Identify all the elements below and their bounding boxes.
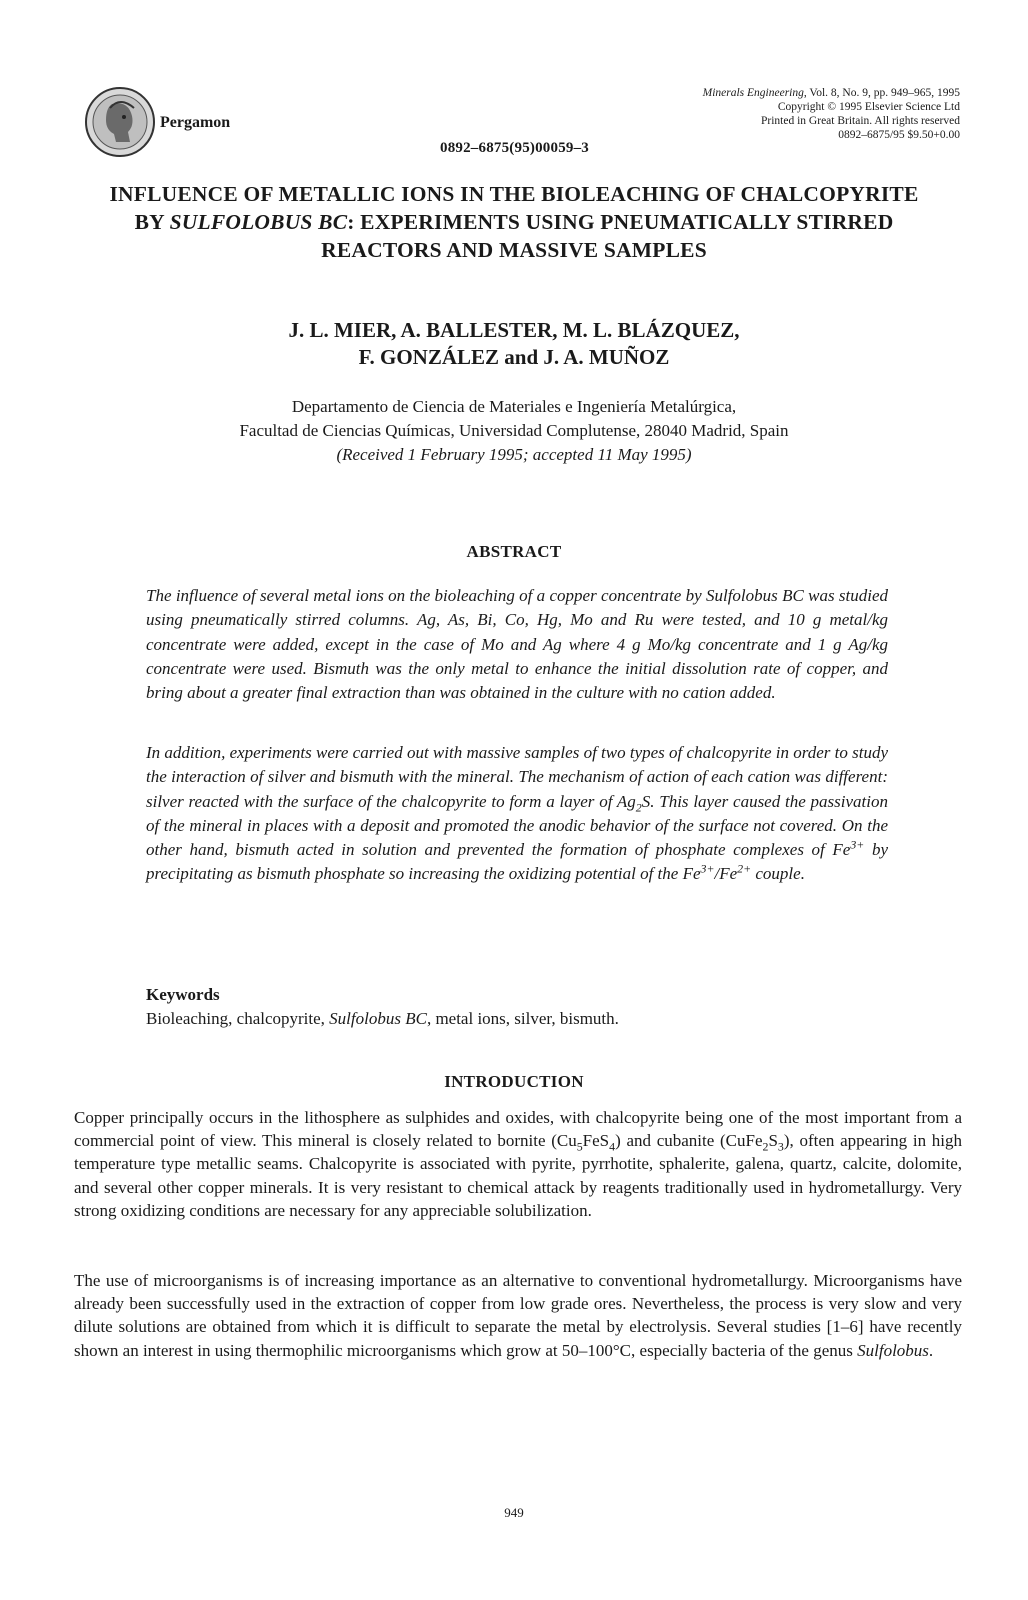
title-organism: SULFOLOBUS BC [169, 210, 348, 234]
introduction-paragraph-1 [74, 1106, 962, 1222]
journal-title: Minerals Engineering [702, 87, 804, 99]
intro-p1-text-a: Copper principally occurs in the lithosphere as sulphides and oxides, with chalcopyrite being one of the most important from a commercial point of view. This mineral is closely related to bornite (Cu [74, 1108, 962, 1151]
superscript: 3+ [850, 837, 865, 852]
copyright-line: Copyright © 1995 Elsevier Science Ltd [777, 101, 960, 113]
subscript: 2 [762, 1139, 769, 1154]
affiliation [100, 395, 928, 467]
publisher-logo [84, 86, 156, 158]
abstract-p2-text-d: /Fe [714, 864, 738, 884]
abstract-paragraph-2 [146, 741, 888, 887]
issn-price: 0892–6875/95 $9.50+0.00 [838, 129, 960, 141]
page-number: 949 [504, 1505, 524, 1520]
introduction-heading: INTRODUCTION [444, 1072, 584, 1091]
article-code: 0892–6875(95)00059–3 [440, 140, 589, 156]
abstract-paragraph-1: The influence of several metal ions on the bioleaching of a copper concentrate by Sulfolobus BC was studied using pneumatically stirred columns. Ag, As, Bi, Co, Hg, Mo and Ru were tested, and 10 g metal/kg concentrate were added, except in the case of Mo and Ag where 4 g Mo/kg concentrate and 1 g Ag/kg concentrate were used. Bismuth was the only metal to enhance the initial dissolution rate of copper, and bring about a greater final extraction than was obtained in the culture with no cation added. [146, 586, 888, 703]
affiliation-line-1: Departamento de Ciencia de Materiales e Ingeniería Metalúrgica, [291, 397, 737, 416]
keywords-organism: Sulfolobus BC [329, 1009, 427, 1028]
subscript: 2 [635, 799, 642, 814]
keywords-text-a: Bioleaching, chalcopyrite, [146, 1009, 330, 1028]
abstract-p2-text-b: S. This layer caused the passivation of the mineral in places with a deposit and promoted the anodic behavior of the surface not covered. On the other hand, bismuth acted in solution and prevented the formation of phosphate complexes of Fe [146, 791, 888, 860]
superscript: 2+ [737, 861, 752, 876]
affiliation-line-2: Facultad de Ciencias Químicas, Universidad Complutense, 28040 Madrid, Spain [239, 421, 789, 440]
printed-line: Printed in Great Britain. All rights reserved [761, 115, 960, 127]
abstract-p2-text-a: In addition, experiments were carried out with massive samples of two types of chalcopyrite in order to study the interaction of silver and bismuth with the mineral. The mechanism of action of each cation was different: silver reacted with the surface of the chalcopyrite to form a layer of Ag [146, 743, 888, 811]
intro-p1-text-d: S [768, 1131, 778, 1151]
author-list [100, 317, 928, 371]
journal-citation [703, 86, 960, 100]
intro-p2-text-a: The use of microorganisms is of increasing importance as an alternative to conventional hydrometallurgy. Microorganisms have already been successfully used in the extraction of copper from low grade ores. Nevertheless, the process is very slow and very dilute solutions are obtained from which it is difficult to separate the metal by electrolysis. Several studies [1–6] have recently shown an interest in using thermophilic microorganisms which grow at 50–100°C, especially bacteria of the genus [74, 1271, 962, 1360]
intro-p2-text-b: . [928, 1340, 934, 1360]
intro-p1-text-b: FeS [582, 1131, 610, 1151]
keywords-list [146, 1009, 619, 1029]
journal-info [703, 86, 960, 142]
abstract-heading: ABSTRACT [466, 542, 562, 561]
subscript: 3 [777, 1139, 784, 1154]
keywords-text-b: , metal ions, silver, bismuth. [426, 1009, 619, 1028]
authors-line-1: J. L. MIER, A. BALLESTER, M. L. BLÁZQUEZ, [288, 318, 740, 342]
title-part-2: : EXPERIMENTS USING PNEUMATICALLY STIRRED REACTORS AND MASSIVE SAMPLES [321, 210, 894, 262]
superscript: 3+ [700, 861, 715, 876]
intro-p1-text-e: ), often appearing in high temperature type metallic seams. Chalcopyrite is associated with pyrite, pyrrhotite, sphalerite, galena, quartz, calcite, dolomite, and several other copper minerals. It is very resistant to chemical attack by reagents traditionally used in hydrometallurgy. Very strong oxidizing conditions are necessary for any appreciable solubilization. [74, 1131, 962, 1220]
title-part-1: INFLUENCE OF METALLIC IONS IN THE BIOLEACHING OF CHALCOPYRITE BY [109, 182, 919, 234]
publisher-name: Pergamon [160, 114, 231, 131]
abstract-p2-text-e: couple. [751, 864, 805, 884]
abstract-p2-text-c: by precipitating as bismuth phosphate so increasing the oxidizing potential of the Fe [146, 840, 888, 884]
intro-p1-text-c: ) and cubanite (CuFe [615, 1131, 763, 1151]
keywords-heading: Keywords [146, 985, 220, 1004]
intro-p2-genus: Sulfolobus [857, 1340, 929, 1360]
subscript: 4 [609, 1139, 616, 1154]
journal-volume: , Vol. 8, No. 9, pp. 949–965, 1995 [803, 87, 960, 99]
introduction-paragraph-2 [74, 1269, 962, 1362]
article-title [100, 180, 928, 264]
received-dates: (Received 1 February 1995; accepted 11 May 1995) [336, 445, 692, 464]
subscript: 5 [576, 1139, 583, 1154]
authors-line-2: F. GONZÁLEZ and J. A. MUÑOZ [358, 345, 670, 369]
